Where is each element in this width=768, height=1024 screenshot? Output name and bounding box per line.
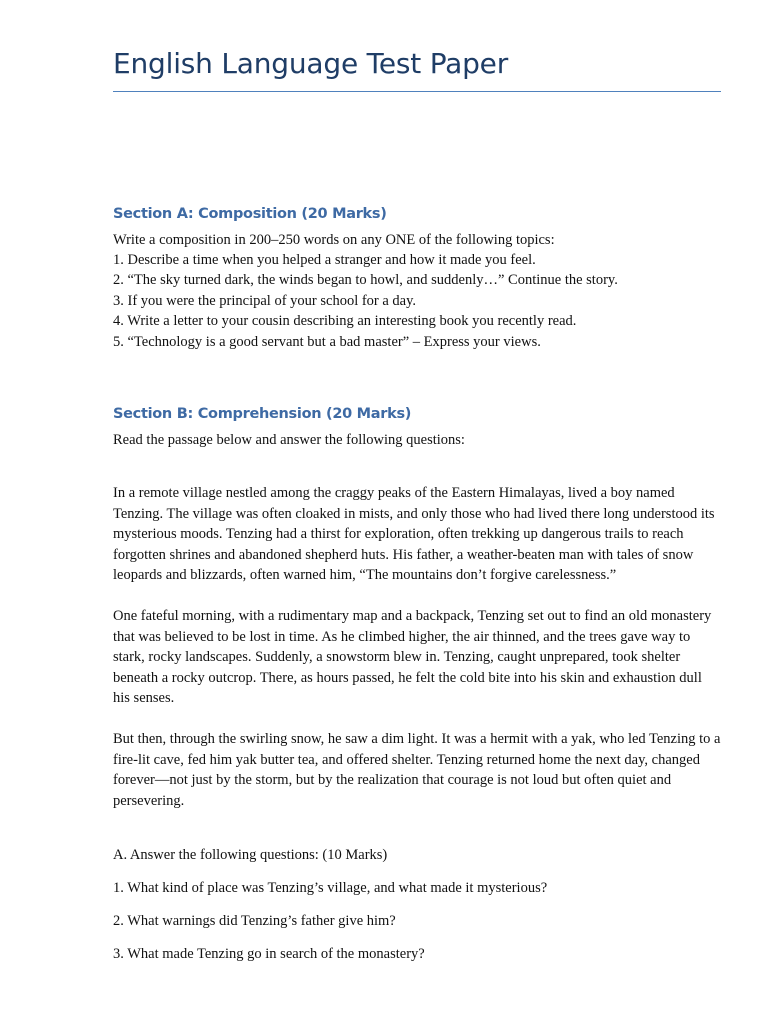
- composition-topic-4: 4. Write a letter to your cousin describing an interesting book you recently read.: [113, 313, 577, 329]
- question-1: 1. What kind of place was Tenzing’s village, and what made it mysterious?: [113, 880, 548, 896]
- passage-paragraph-3: But then, through the swirling snow, he saw a dim light. It was a hermit with a yak, who led Tenzing to a fire-lit cave, fed him yak butter tea, and offered shelter. Tenzing returned home the next day, changed forever—not just by the storm, but by the realization that courage is not loud but often quiet and persevering.: [113, 731, 721, 809]
- part-a-heading: A. Answer the following questions: (10 Marks): [113, 847, 388, 863]
- question-3: 3. What made Tenzing go in search of the monastery?: [113, 946, 425, 962]
- title-underline-rule: [113, 91, 721, 92]
- composition-topic-3: 3. If you were the principal of your school for a day.: [113, 293, 417, 309]
- question-2: 2. What warnings did Tenzing’s father give him?: [113, 913, 396, 929]
- passage-paragraph-1: In a remote village nestled among the craggy peaks of the Eastern Himalayas, lived a boy named Tenzing. The village was often cloaked in mists, and only those who had lived there long understood its mysterious moods. Tenzing had a thirst for exploration, often trekking up dangerous trails to reach forgotten shrines and abandoned shepherd huts. His father, a weather-beaten man with tales of snow leopards and blizzards, often warned him, “The mountains don’t forgive carelessness.”: [113, 485, 715, 583]
- document-title: English Language Test Paper: [113, 47, 509, 80]
- passage-paragraph-2: One fateful morning, with a rudimentary map and a backpack, Tenzing set out to find an old monastery that was believed to be lost in time. As he climbed higher, the air thinned, and the trees gave way to stark, rocky landscapes. Suddenly, a snowstorm blew in. Tenzing, caught unprepared, took shelter beneath a rocky outcrop. There, as hours passed, he felt the cold bite into his skin and exhaustion dull his senses.: [113, 608, 712, 706]
- section-a-heading: Section A: Composition (20 Marks): [113, 206, 387, 222]
- section-b-instruction: Read the passage below and answer the following questions:: [113, 432, 465, 448]
- composition-topic-5: 5. “Technology is a good servant but a bad master” – Express your views.: [113, 334, 541, 350]
- section-b-heading: Section B: Comprehension (20 Marks): [113, 406, 412, 422]
- composition-topic-2: 2. “The sky turned dark, the winds began to howl, and suddenly…” Continue the story.: [113, 272, 618, 288]
- composition-topic-1: 1. Describe a time when you helped a stranger and how it made you feel.: [113, 252, 536, 268]
- section-a-instruction: Write a composition in 200–250 words on any ONE of the following topics:: [113, 232, 555, 248]
